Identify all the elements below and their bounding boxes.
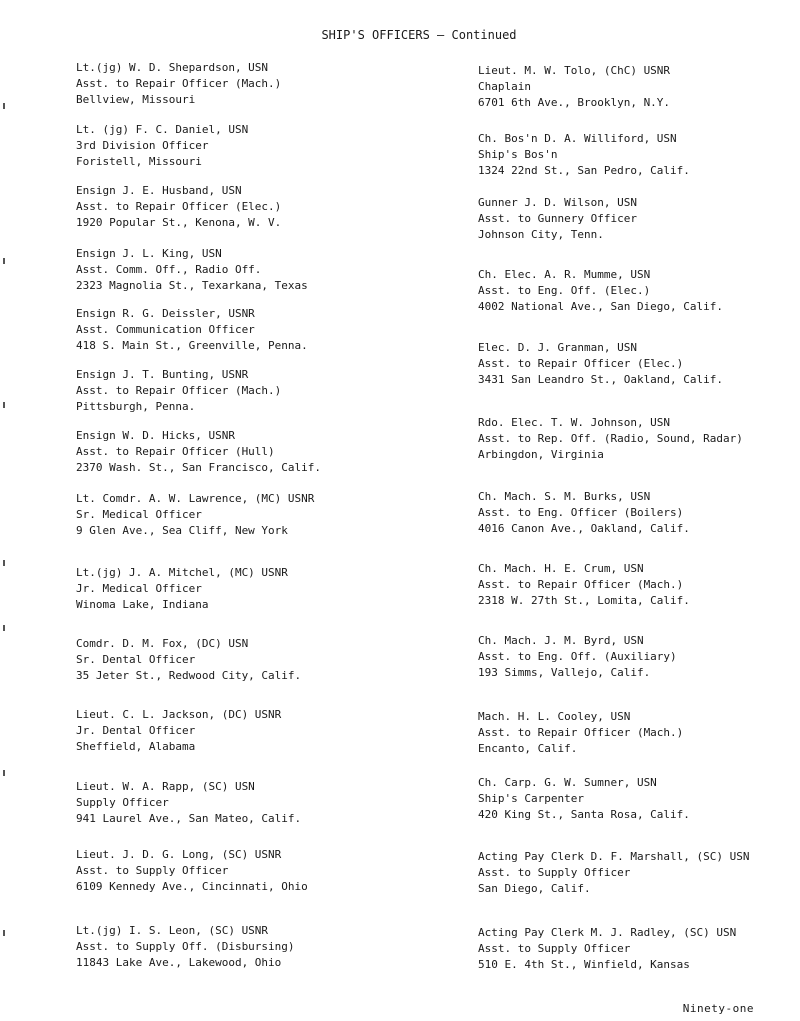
officer-entry (478, 489, 690, 537)
officer-name: Ensign W. D. Hicks, USNR (76, 429, 235, 442)
officer-name: Ensign J. L. King, USN (76, 247, 222, 260)
officer-name: Lieut. W. A. Rapp, (SC) USN (76, 780, 255, 793)
officer-name: Comdr. D. M. Fox, (DC) USN (76, 637, 249, 650)
scan-mark (3, 103, 5, 109)
officer-address: 1920 Popular St., Kenona, W. V. (76, 216, 282, 229)
officer-entry (76, 636, 301, 684)
officer-entry (76, 428, 321, 476)
officer-title: Ship's Bos'n (478, 148, 558, 161)
officer-address: 418 S. Main St., Greenville, Penna. (76, 339, 308, 352)
officer-title: Asst. to Repair Officer (Mach.) (478, 578, 684, 591)
officer-name: Lieut. J. D. G. Long, (SC) USNR (76, 848, 282, 861)
officer-title: Asst. to Gunnery Officer (478, 212, 637, 225)
officer-entry (478, 925, 736, 973)
officer-title: Ship's Carpenter (478, 792, 584, 805)
officer-title: Sr. Medical Officer (76, 508, 202, 521)
officer-address: 193 Simms, Vallejo, Calif. (478, 666, 651, 679)
officer-entry (76, 246, 308, 294)
officer-entry (478, 63, 670, 111)
officer-name: Ensign J. E. Husband, USN (76, 184, 242, 197)
officer-address: Pittsburgh, Penna. (76, 400, 196, 413)
officer-name: Lt.(jg) I. S. Leon, (SC) USNR (76, 924, 269, 937)
officer-name: Ch. Carp. G. W. Sumner, USN (478, 776, 657, 789)
officer-name: Rdo. Elec. T. W. Johnson, USN (478, 416, 671, 429)
officer-title: Asst. Communication Officer (76, 323, 255, 336)
page-header: SHIP'S OFFICERS — Continued (321, 28, 517, 42)
officer-title: Asst. to Supply Off. (Disbursing) (76, 940, 295, 953)
officer-entry (76, 779, 301, 827)
officer-entry (478, 849, 750, 897)
officer-entry (478, 131, 690, 179)
scan-mark (3, 625, 5, 631)
officer-title: Jr. Medical Officer (76, 582, 202, 595)
officer-title: Supply Officer (76, 796, 169, 809)
officer-name: Acting Pay Clerk M. J. Radley, (SC) USN (478, 926, 737, 939)
officer-name: Elec. D. J. Granman, USN (478, 341, 637, 354)
officer-address: 2370 Wash. St., San Francisco, Calif. (76, 461, 322, 474)
officer-entry (76, 60, 281, 108)
scan-mark (3, 770, 5, 776)
officer-address: Johnson City, Tenn. (478, 228, 604, 241)
officer-name: Ch. Bos'n D. A. Williford, USN (478, 132, 677, 145)
officer-title: Sr. Dental Officer (76, 653, 196, 666)
officer-title: Asst. to Supply Officer (478, 942, 631, 955)
officer-entry (478, 709, 683, 757)
scan-mark (3, 402, 5, 408)
officer-entry (478, 195, 637, 243)
officer-name: Lieut. C. L. Jackson, (DC) USNR (76, 708, 282, 721)
officer-entry (76, 847, 308, 895)
officer-address: 2323 Magnolia St., Texarkana, Texas (76, 279, 308, 292)
officer-address: 510 E. 4th St., Winfield, Kansas (478, 958, 690, 971)
officer-address: 2318 W. 27th St., Lomita, Calif. (478, 594, 690, 607)
officer-name: Ch. Mach. J. M. Byrd, USN (478, 634, 644, 647)
scan-mark (3, 258, 5, 264)
officer-name: Gunner J. D. Wilson, USN (478, 196, 637, 209)
officer-title: Asst. to Repair Officer (Elec.) (478, 357, 684, 370)
officer-name: Lt. (jg) F. C. Daniel, USN (76, 123, 249, 136)
officer-address: 4016 Canon Ave., Oakland, Calif. (478, 522, 690, 535)
officer-entry (76, 707, 281, 755)
officer-address: 1324 22nd St., San Pedro, Calif. (478, 164, 690, 177)
officer-name: Lt.(jg) W. D. Shepardson, USN (76, 61, 269, 74)
officer-address: 3431 San Leandro St., Oakland, Calif. (478, 373, 724, 386)
officer-title: Jr. Dental Officer (76, 724, 196, 737)
officer-address: Foristell, Missouri (76, 155, 202, 168)
officer-entry (76, 183, 281, 231)
officer-name: Lt. Comdr. A. W. Lawrence, (MC) USNR (76, 492, 315, 505)
officer-title: Asst. to Eng. Officer (Boilers) (478, 506, 684, 519)
officer-title: Chaplain (478, 80, 531, 93)
officer-address: 11843 Lake Ave., Lakewood, Ohio (76, 956, 282, 969)
officer-name: Ensign J. T. Bunting, USNR (76, 368, 249, 381)
officer-address: 6109 Kennedy Ave., Cincinnati, Ohio (76, 880, 308, 893)
officer-address: San Diego, Calif. (478, 882, 591, 895)
officer-title: Asst. to Rep. Off. (Radio, Sound, Radar) (478, 432, 743, 445)
officer-address: Encanto, Calif. (478, 742, 578, 755)
officer-address: 9 Glen Ave., Sea Cliff, New York (76, 524, 288, 537)
officer-entry (76, 565, 288, 613)
officer-address: Sheffield, Alabama (76, 740, 196, 753)
officer-entry (478, 775, 690, 823)
officer-title: Asst. to Repair Officer (Mach.) (76, 384, 282, 397)
officer-entry (478, 267, 723, 315)
officer-name: Lt.(jg) J. A. Mitchel, (MC) USNR (76, 566, 288, 579)
officer-title: 3rd Division Officer (76, 139, 209, 152)
officer-name: Lieut. M. W. Tolo, (ChC) USNR (478, 64, 671, 77)
officer-address: 420 King St., Santa Rosa, Calif. (478, 808, 690, 821)
officer-address: Bellview, Missouri (76, 93, 196, 106)
page-number: Ninety-one (682, 1002, 754, 1015)
officer-title: Asst. to Repair Officer (Elec.) (76, 200, 282, 213)
officer-entry (76, 122, 248, 170)
officer-entry (76, 923, 295, 971)
officer-entry (478, 633, 677, 681)
officer-title: Asst. to Repair Officer (Hull) (76, 445, 275, 458)
officer-address: 941 Laurel Ave., San Mateo, Calif. (76, 812, 302, 825)
officer-address: Arbingdon, Virginia (478, 448, 604, 461)
officer-title: Asst. Comm. Off., Radio Off. (76, 263, 262, 276)
officer-title: Asst. to Supply Officer (76, 864, 229, 877)
officer-name: Ch. Mach. S. M. Burks, USN (478, 490, 651, 503)
officer-title: Asst. to Repair Officer (Mach.) (478, 726, 684, 739)
officer-address: 6701 6th Ave., Brooklyn, N.Y. (478, 96, 671, 109)
scan-mark (3, 930, 5, 936)
officer-name: Mach. H. L. Cooley, USN (478, 710, 631, 723)
officer-title: Asst. to Eng. Off. (Auxiliary) (478, 650, 677, 663)
officer-name: Ensign R. G. Deissler, USNR (76, 307, 255, 320)
officer-title: Asst. to Supply Officer (478, 866, 631, 879)
officer-entry (478, 340, 723, 388)
officer-name: Ch. Mach. H. E. Crum, USN (478, 562, 644, 575)
officer-title: Asst. to Eng. Off. (Elec.) (478, 284, 651, 297)
officer-entry (478, 561, 690, 609)
officer-address: 4002 National Ave., San Diego, Calif. (478, 300, 724, 313)
officer-entry (76, 367, 281, 415)
officer-title: Asst. to Repair Officer (Mach.) (76, 77, 282, 90)
officer-name: Acting Pay Clerk D. F. Marshall, (SC) USN (478, 850, 750, 863)
officer-address: 35 Jeter St., Redwood City, Calif. (76, 669, 302, 682)
officer-entry (76, 491, 314, 539)
officer-entry (478, 415, 743, 463)
officer-name: Ch. Elec. A. R. Mumme, USN (478, 268, 651, 281)
officer-entry (76, 306, 308, 354)
officer-address: Winoma Lake, Indiana (76, 598, 209, 611)
scan-mark (3, 560, 5, 566)
